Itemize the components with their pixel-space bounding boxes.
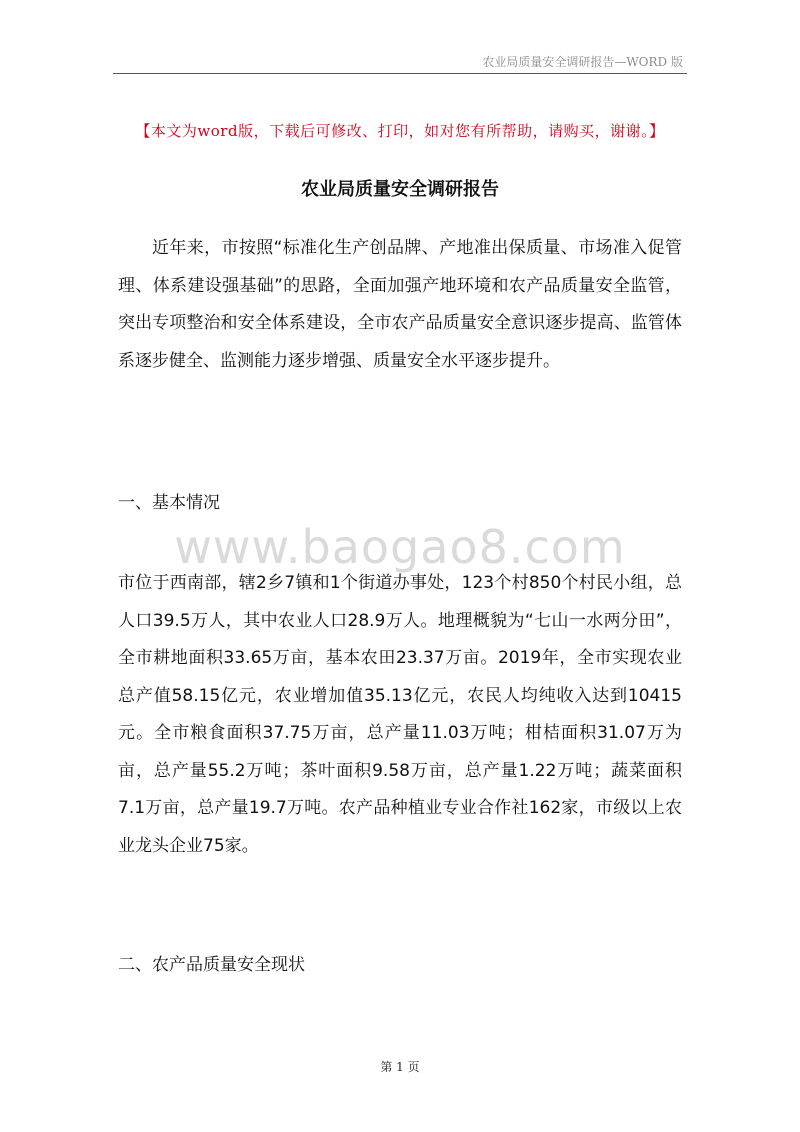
basic-situation-paragraph — [118, 565, 682, 865]
watermark: www.baogao8.com — [174, 520, 626, 574]
section-heading-quality-status: 二、农产品质量安全现状 — [118, 955, 305, 975]
intro-paragraph — [118, 230, 682, 380]
page-number: 第 1 页 — [380, 1060, 420, 1074]
header-divider — [113, 73, 687, 74]
basic-situation-text: 市位于西南部，辖2乡7镇和1个街道办事处，123个村850个村民小组，总人口39.5万人，其中农业人口28.9万人。地理概貌为“七山一水两分田”，全市耕地面积33.65万亩，基本农田23.37万亩。2019年，全市实现农业总产值58.15亿元，农业增加值35.13亿元，农民人均纯收入达到10415元。全市粮食面积37.75万亩，总产量11.03万吨；柑桔面积31.07万为亩，总产量55.2万吨；茶叶面积9.58万亩，总产量1.22万吨；蔬菜面积7.1万亩，总产量19.7万吨。农产品种植业专业合作社162家，市级以上农业龙头企业75家。 — [118, 573, 682, 856]
intro-text: 近年来，市按照“标准化生产创品牌、产地准出保质量、市场准入促管理、体系建设强基础”的思路，全面加强产地环境和农产品质量安全监管，突出专项整治和安全体系建设，全市农产品质量安全意识逐步提高、监管体系逐步健全、监测能力逐步增强、质量安全水平逐步提升。 — [118, 238, 682, 371]
section-heading-basic-situation: 一、基本情况 — [118, 493, 220, 513]
purchase-notice: 【本文为word版，下载后可修改、打印，如对您有所帮助，请购买，谢谢。】 — [135, 122, 665, 140]
running-header: 农业局质量安全调研报告—WORD 版 — [482, 55, 683, 69]
document-title: 农业局质量安全调研报告 — [301, 179, 499, 200]
